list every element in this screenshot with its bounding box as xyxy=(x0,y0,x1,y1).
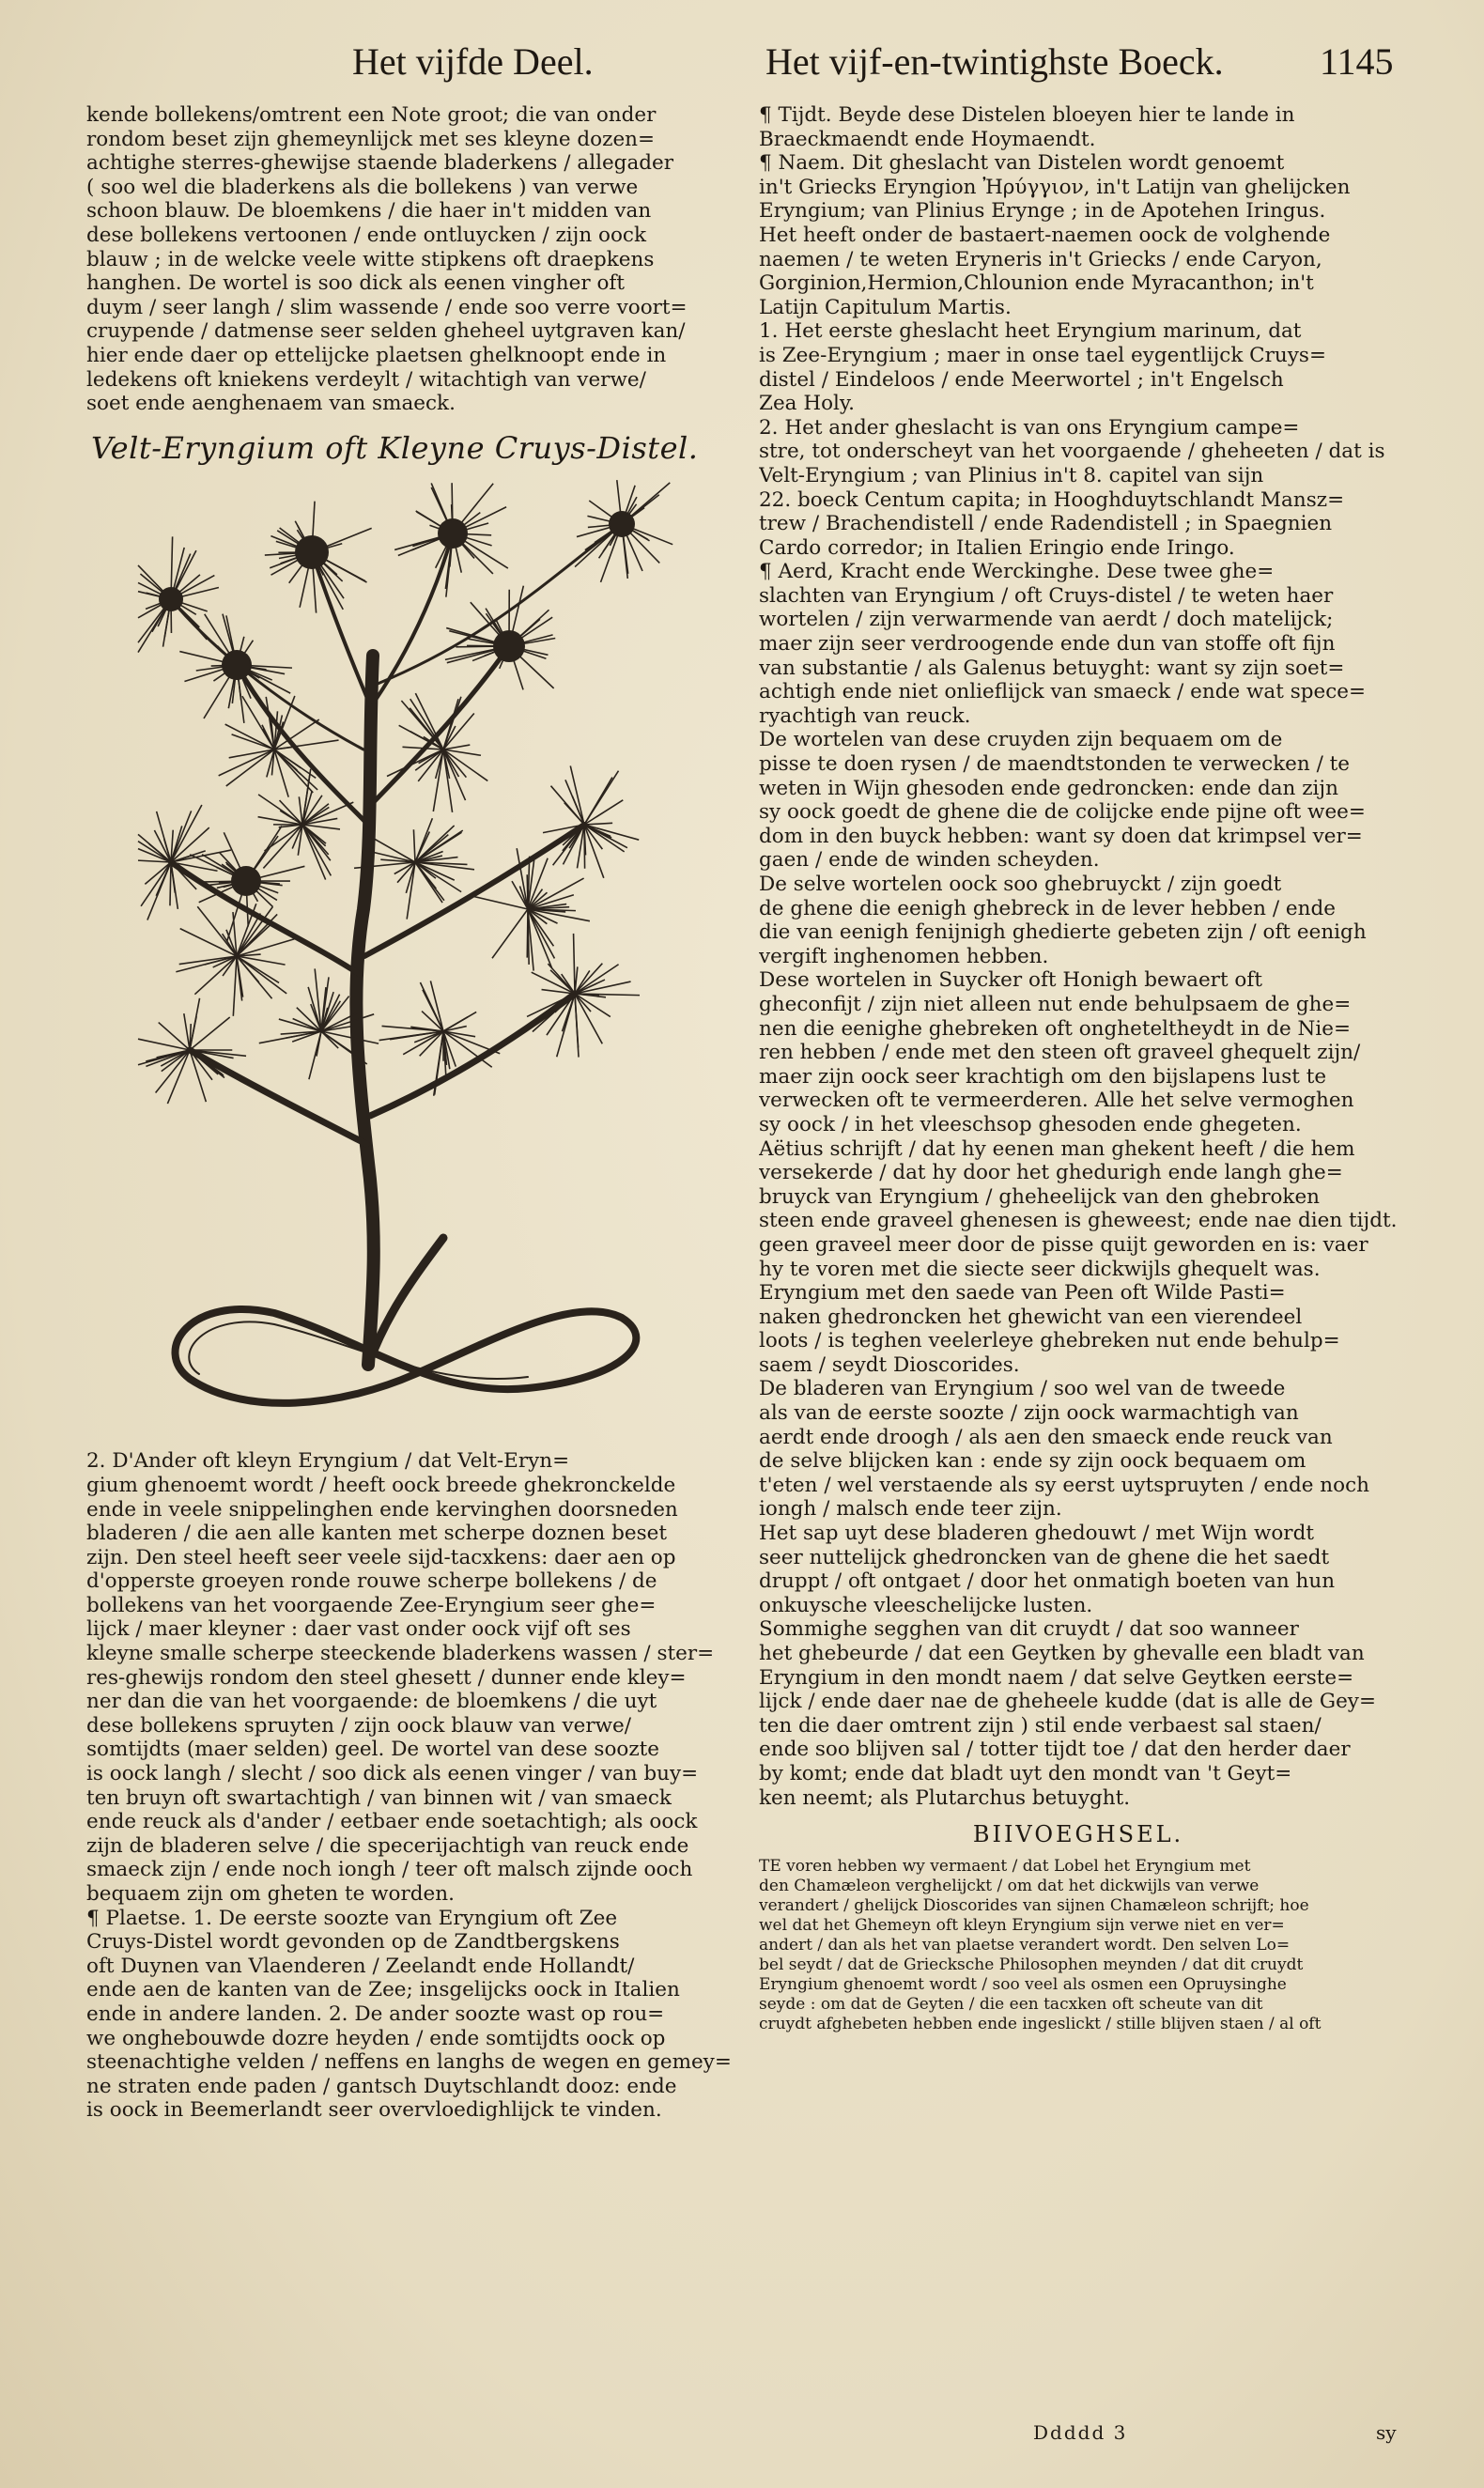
text-line: druppt / oft ontgaet / door het onmatigh boeten van hun xyxy=(759,1569,1336,1594)
text-line: ryachtigh van reuck. xyxy=(759,703,971,728)
text-line: rondom beset zijn ghemeynlijck met ses kleyne dozen= xyxy=(86,127,656,151)
text-line: 22. boeck Centum capita; in Hooghduytschlandt Mansz= xyxy=(759,487,1345,512)
text-line: Eryngium in den mondt naem / dat selve Geytken eerste= xyxy=(759,1665,1354,1690)
header-left: Het vijfde Deel. xyxy=(352,40,594,83)
leaf-spike xyxy=(575,994,602,1043)
leaf-spike xyxy=(584,771,619,825)
text-line: Sommighe segghen van dit cruydt / dat soo wanneer xyxy=(759,1617,1299,1642)
text-line: ¶ Aerd, Kracht ende Werckinghe. Dese twee ghe= xyxy=(759,560,1275,584)
leaf-spike xyxy=(299,797,302,826)
leaf-spike xyxy=(413,830,415,863)
left-column xyxy=(86,103,734,2123)
text-line: gaen / ende de winden scheyden. xyxy=(759,848,1100,873)
text-line: saem / seydt Dioscorides. xyxy=(759,1352,1020,1377)
eryngium-woodcut-svg xyxy=(133,468,697,1449)
leaf-spike xyxy=(274,740,339,749)
page-number: 1145 xyxy=(1320,40,1394,83)
text-line: Latijn Capitulum Martis. xyxy=(759,295,1012,319)
text-line: kende bollekens/omtrent een Note groot; die van onder xyxy=(86,103,657,127)
leaf-spike xyxy=(387,749,443,776)
text-line: wel dat het Ghemeyn oft kleyn Eryngium sijn verwe niet en ver= xyxy=(759,1915,1285,1935)
text-line: Eryngium ghenoemt wordt / soo veel als osmen een Opruysinghe xyxy=(759,1974,1287,1994)
bijvoeghsel-text xyxy=(759,1857,1398,2034)
text-line: somtijdts (maer selden) geel. De wortel van dese soozte xyxy=(86,1738,660,1762)
text-line: naemen / te weten Eryneris in't Griecks / ende Caryon, xyxy=(759,247,1322,271)
text-line: oft Duynen van Vlaenderen / Zeelandt ende Hollandt/ xyxy=(86,1954,635,1978)
leaf-spike xyxy=(138,835,171,863)
leaf-spike xyxy=(528,878,584,909)
leaf-spike xyxy=(226,749,274,786)
left-intro-text xyxy=(86,103,734,416)
text-line: d'opperste groeyen ronde rouwe scherpe bollekens / de xyxy=(86,1569,657,1594)
text-line: Zea Holy. xyxy=(759,392,856,416)
text-line: ken neemt; als Plutarchus betuyght. xyxy=(759,1785,1131,1810)
text-line: Aëtius schrijft / dat hy eenen man ghekent heeft / die hem xyxy=(759,1136,1355,1161)
text-line: is Zee-Eryngium ; maer in onse tael eygentlijck Cruys= xyxy=(759,343,1326,367)
text-line: cruydt afghebeten hebben ende ingeslickt / stille blijven staen / al oft xyxy=(759,2014,1322,2033)
text-line: dom in den buyck hebben: want sy doen dat krimpsel ver= xyxy=(759,824,1363,848)
text-line: gium ghenoemt wordt / heeft oock breede ghekronckelde xyxy=(86,1473,676,1497)
text-line: Cruys-Distel wordt gevonden op de Zandtbergskens xyxy=(86,1930,620,1955)
text-line: hanghen. De wortel is soo dick als eenen vingher oft xyxy=(86,271,626,296)
text-line: trew / Brachendistell / ende Radendistell ; in Spaegnien xyxy=(759,512,1333,536)
text-line: wortelen / zijn verwarmende van aerdt / doch matelijck; xyxy=(759,608,1334,632)
text-line: Braeckmaendt ende Hoymaendt. xyxy=(759,127,1096,151)
text-line: bruyck van Eryngium / gheheelijck van den ghebroken xyxy=(759,1184,1321,1209)
text-line: ende in andere landen. 2. De ander soozte wast op rou= xyxy=(86,2001,665,2026)
text-line: iongh / malsch ende teer zijn. xyxy=(759,1497,1062,1522)
catchword: sy xyxy=(1376,2421,1397,2444)
leaf-spike xyxy=(302,825,326,846)
text-line: we onghebouwde dozre heyden / ende somtijdts oock op xyxy=(86,2026,666,2050)
leaf-spike xyxy=(184,1013,190,1050)
signature-mark: Ddddd 3 xyxy=(1033,2421,1128,2444)
text-line: blauw ; in de welcke veele witte stipkens oft draepkens xyxy=(86,247,655,271)
text-line: Eryngium; van Plinius Erynge ; in de Apotehen Iringus. xyxy=(759,199,1326,224)
text-line: sy oock goedt de ghene die de colijcke ende pijne oft wee= xyxy=(759,800,1366,825)
text-line: schoon blauw. De bloemkens / die haer in't midden van xyxy=(86,199,652,224)
text-line: Dese wortelen in Suycker oft Honigh bewaert oft xyxy=(759,968,1262,993)
text-line: dese bollekens spruyten / zijn oock blauw van verwe/ xyxy=(86,1713,631,1738)
leaf-spike xyxy=(159,1023,190,1050)
text-line: steenachtighe velden / neffens en langhs de wegen en gemey= xyxy=(86,2050,732,2075)
leaf-spike xyxy=(492,909,528,958)
leaf-spike xyxy=(584,824,612,826)
text-line: ende reuck als d'ander / eetbaer ende soetachtigh; als oock xyxy=(86,1810,698,1834)
text-line: aerdt ende droogh / als aen den smaeck ende reuck van xyxy=(759,1425,1333,1449)
bijvoeghsel-title: BIIVOEGHSEL. xyxy=(972,1821,1184,1848)
text-line: 1. Het eerste gheslacht heet Eryngium marinum, dat xyxy=(759,319,1302,344)
text-line: andert / dan als het van plaetse verandert wordt. Den selven Lo= xyxy=(759,1935,1291,1955)
text-line: De selve wortelen oock soo ghebruyckt / zijn goedt xyxy=(759,873,1282,896)
text-line: hier ende daer op ettelijcke plaetsen ghelknoopt ende in xyxy=(86,343,667,367)
text-line: slachten van Eryngium / oft Cruys-distel / te weten haer xyxy=(759,583,1334,608)
header-right: Het vijf-en-twintighste Boeck. xyxy=(765,40,1224,83)
leaf-spike xyxy=(302,825,326,880)
left-body-text xyxy=(86,1449,734,2123)
leaf-spike xyxy=(171,811,192,863)
text-line: verwecken oft te vermeerderen. Alle het selve vermoghen xyxy=(759,1089,1354,1113)
right-column xyxy=(759,103,1398,2034)
text-line: lijck / maer kleyner : daer vast onder oock vijf oft ses xyxy=(86,1617,631,1642)
text-line: pisse te doen rysen / de maendtstonden te verwecken / te xyxy=(759,752,1351,777)
leaf-spike xyxy=(415,826,455,862)
leaf-spike xyxy=(317,1031,321,1057)
text-line: ledekens oft kniekens verdeylt / witachtigh van verwe/ xyxy=(86,367,646,392)
text-line: ner dan die van het voorgaende: de bloemkens / die uyt xyxy=(86,1690,657,1714)
text-line: 2. D'Ander oft kleyn Eryngium / dat Velt-Eryn= xyxy=(86,1449,570,1474)
text-line: zijn de bladeren selve / die specerijachtigh van reuck ende xyxy=(86,1833,689,1858)
text-line: stre, tot onderscheyt van het voorgaende / gheheeten / dat is xyxy=(759,440,1385,464)
text-line: maer zijn oock seer krachtigh om den bijslapens lust te xyxy=(759,1064,1327,1089)
leaf-spike xyxy=(138,1039,190,1050)
leaf-spike xyxy=(237,956,286,994)
text-line: ende aen de kanten van de Zee; insgelijcks oock in Italien xyxy=(86,1978,680,2002)
text-line: Gorginion,Hermion,Chlounion ende Myracanthon; in't xyxy=(759,271,1314,296)
text-line: soet ende aenghenaem van smaeck. xyxy=(86,392,456,416)
text-line: als van de eerste soozte / zijn oock warmachtigh van xyxy=(759,1401,1299,1426)
text-line: onkuysche vleeschelijcke lusten. xyxy=(759,1593,1093,1617)
text-line: cruypende / datmense seer selden gheheel uytgraven kan/ xyxy=(86,319,686,344)
leaf-spike xyxy=(410,700,443,750)
text-line: ende in veele snippelinghen ende kervinghen doorsneden xyxy=(86,1497,678,1522)
text-line: sy oock / in het vleeschsop ghesoden ende ghegeten. xyxy=(759,1112,1302,1136)
leaf-spike xyxy=(574,934,575,994)
text-line: maer zijn seer verdroogende ende dun van stoffe oft fijn xyxy=(759,632,1336,657)
leaf-spike xyxy=(274,719,319,749)
text-line: gheconfijt / zijn niet alleen nut ende behulpsaem de ghe= xyxy=(759,992,1352,1016)
leaf-spike xyxy=(527,875,528,910)
text-line: res-ghewijs rondom den steel ghesett / dunner ende kley= xyxy=(86,1665,687,1690)
text-line: bequaem zijn om gheten te worden. xyxy=(86,1882,455,1906)
text-line: by komt; ende dat bladt uyt den mondt van 't Geyt= xyxy=(759,1761,1292,1785)
leaf-spike xyxy=(420,982,443,1031)
leaf-spike xyxy=(584,800,623,825)
text-line: naken ghedroncken het ghewicht van een vierendeel xyxy=(759,1305,1303,1329)
leaf-spike xyxy=(443,749,481,755)
text-line: ( soo wel die bladerkens als die bollekens ) van verwe xyxy=(86,175,639,199)
text-line: kleyne smalle scherpe steeckende bladerkens wassen / ster= xyxy=(86,1642,715,1666)
leaf-spike xyxy=(302,825,331,875)
text-line: de selve blijcken kan : ende sy zijn oock bequaem om xyxy=(759,1449,1306,1474)
leaf-spike xyxy=(443,1031,500,1054)
text-line: 2. Het ander gheslacht is van ons Eryngium campe= xyxy=(759,415,1300,440)
text-line: ten die daer omtrent zijn ) stil ende verbaest sal staen/ xyxy=(759,1713,1322,1738)
text-line: versekerde / dat hy door het ghedurigh ende langh ghe= xyxy=(759,1161,1343,1185)
leaf-spike xyxy=(156,862,171,896)
text-line: ende soo blijven sal / totter tijdt toe / dat den herder daer xyxy=(759,1738,1351,1762)
text-line: verandert / ghelijck Dioscorides van sijnen Chamæleon schrijft; hoe xyxy=(759,1895,1309,1915)
text-line: De bladeren van Eryngium / soo wel van de tweede xyxy=(759,1377,1286,1401)
plant-woodcut-illustration xyxy=(133,468,697,1449)
text-line: in't Griecks Eryngion Ἠρύγγιον, in't Latijn van ghelijcken xyxy=(759,175,1351,199)
text-line: steen ende graveel ghenesen is gheweest; ende nae dien tijdt. xyxy=(759,1209,1398,1233)
text-line: seyde : om dat de Geyten / die een tacxken oft scheute van dit xyxy=(759,1994,1263,2014)
text-line: van substantie / als Galenus betuyght: want sy zijn soet= xyxy=(759,656,1345,680)
leaf-spike xyxy=(229,749,274,758)
text-line: den Chamæleon verghelijckt / om dat het dickwijls van verwe xyxy=(759,1876,1260,1895)
text-line: bel seydt / dat de Griecksche Philosophen meynden / dat dit cruydt xyxy=(759,1955,1304,1974)
leaf-spike xyxy=(219,749,274,776)
text-line: achtigh ende niet onlieflijck van smaeck / ende wat spece= xyxy=(759,680,1367,704)
text-line: duym / seer langh / slim wassende / ende soo verre voort= xyxy=(86,295,688,319)
text-line: ren hebben / ende met den steen oft graveel ghequelt zijn/ xyxy=(759,1041,1361,1065)
text-line: weten in Wijn ghesoden ende gedroncken: ende dan zijn xyxy=(759,776,1338,800)
text-line: is oock langh / slecht / soo dick als eenen vinger / van buy= xyxy=(86,1762,699,1786)
text-line: ne straten ende paden / gantsch Duytschlandt dooz: ende xyxy=(86,2074,677,2098)
text-line: dese bollekens vertoonen / ende ontluycken / zijn oock xyxy=(86,223,646,247)
text-line: nen die eenighe ghebreken oft ongheteltheydt in de Nie= xyxy=(759,1016,1351,1041)
section-title: Velt-Eryngium oft Kleyne Cruys-Distel. xyxy=(91,429,699,466)
leaf-spike xyxy=(584,825,585,869)
text-line: De wortelen van dese cruyden zijn bequaem om de xyxy=(759,728,1283,752)
text-line: smaeck zijn / ende noch iongh / teer oft malsch zijnde ooch xyxy=(86,1858,693,1882)
text-line: ten bruyn oft swartachtigh / van binnen wit / van smaeck xyxy=(86,1785,672,1810)
text-line: t'eten / wel verstaende als sy eerst uytspruyten / ende noch xyxy=(759,1473,1369,1497)
text-line: bladeren / die aen alle kanten met scherpe doznen beset xyxy=(86,1522,667,1546)
leaf-spike xyxy=(471,896,528,909)
text-line: Eryngium met den saede van Peen oft Wilde Pasti= xyxy=(759,1281,1286,1306)
text-line: ¶ Plaetse. 1. De eerste soozte van Eryngium oft Zee xyxy=(86,1906,618,1930)
leaf-spike xyxy=(233,956,237,1016)
text-line: Het heeft onder de bastaert-naemen oock de volghende xyxy=(759,223,1331,247)
text-line: Cardo corredor; in Italien Eringio ende Iringo. xyxy=(759,535,1235,560)
running-head xyxy=(0,39,1484,96)
text-line: die van eenigh fenijnigh ghedierte gebeten zijn / oft eenigh xyxy=(759,920,1367,945)
text-line: TE voren hebben wy vermaent / dat Lobel het Eryngium met xyxy=(759,1856,1251,1876)
text-line: zijn. Den steel heeft seer veele sijd-tacxkens: daer aen op xyxy=(86,1545,676,1569)
text-line: geen graveel meer door de pisse quijt geworden en is: vaer xyxy=(759,1232,1368,1257)
text-line: lijck / ende daer nae de gheheele kudde (dat is alle de Gey= xyxy=(759,1690,1376,1714)
leaf-spike xyxy=(433,749,443,811)
text-line: ¶ Tijdt. Beyde dese Distelen bloeyen hier te lande in xyxy=(759,103,1295,127)
text-line: bollekens van het voorgaende Zee-Eryngium seer ghe= xyxy=(86,1593,657,1617)
text-line: loots / is teghen veelerleye ghebreken nut ende behulp= xyxy=(759,1329,1340,1353)
text-line: is oock in Beemerlandt seer overvloedighlijck te vinden. xyxy=(86,2098,662,2123)
leaf-spike xyxy=(575,994,579,1047)
text-line: het ghebeurde / dat een Geytken by ghevalle een bladt van xyxy=(759,1642,1365,1665)
right-body-text xyxy=(759,103,1398,1810)
text-line: Velt-Eryngium ; van Plinius in't 8. capitel van sijn xyxy=(759,463,1264,487)
leaf-spike xyxy=(237,956,242,1001)
leaf-spike xyxy=(302,825,331,860)
text-line: seer nuttelijck ghedroncken van de ghene die het saedt xyxy=(759,1545,1330,1569)
leaf-spike xyxy=(170,862,171,905)
text-line: Het sap uyt dese bladeren ghedouwt / met Wijn wordt xyxy=(759,1522,1314,1546)
text-line: de ghene die eenigh ghebreck in de lever hebben / ende xyxy=(759,896,1336,920)
text-line: vergift inghenomen hebben. xyxy=(759,944,1049,968)
text-line: hy te voren met die siecte seer dickwijls ghequelt was. xyxy=(759,1257,1321,1281)
text-line: distel / Eindeloos / ende Meerwortel ; in't Engelsch xyxy=(759,367,1284,392)
leaf-spike xyxy=(434,1031,443,1096)
text-line: achtighe sterres-ghewijse staende bladerkens / allegader xyxy=(86,151,674,176)
text-line: ¶ Naem. Dit gheslacht van Distelen wordt genoemt xyxy=(759,151,1285,176)
leaf-spike xyxy=(430,981,443,1032)
